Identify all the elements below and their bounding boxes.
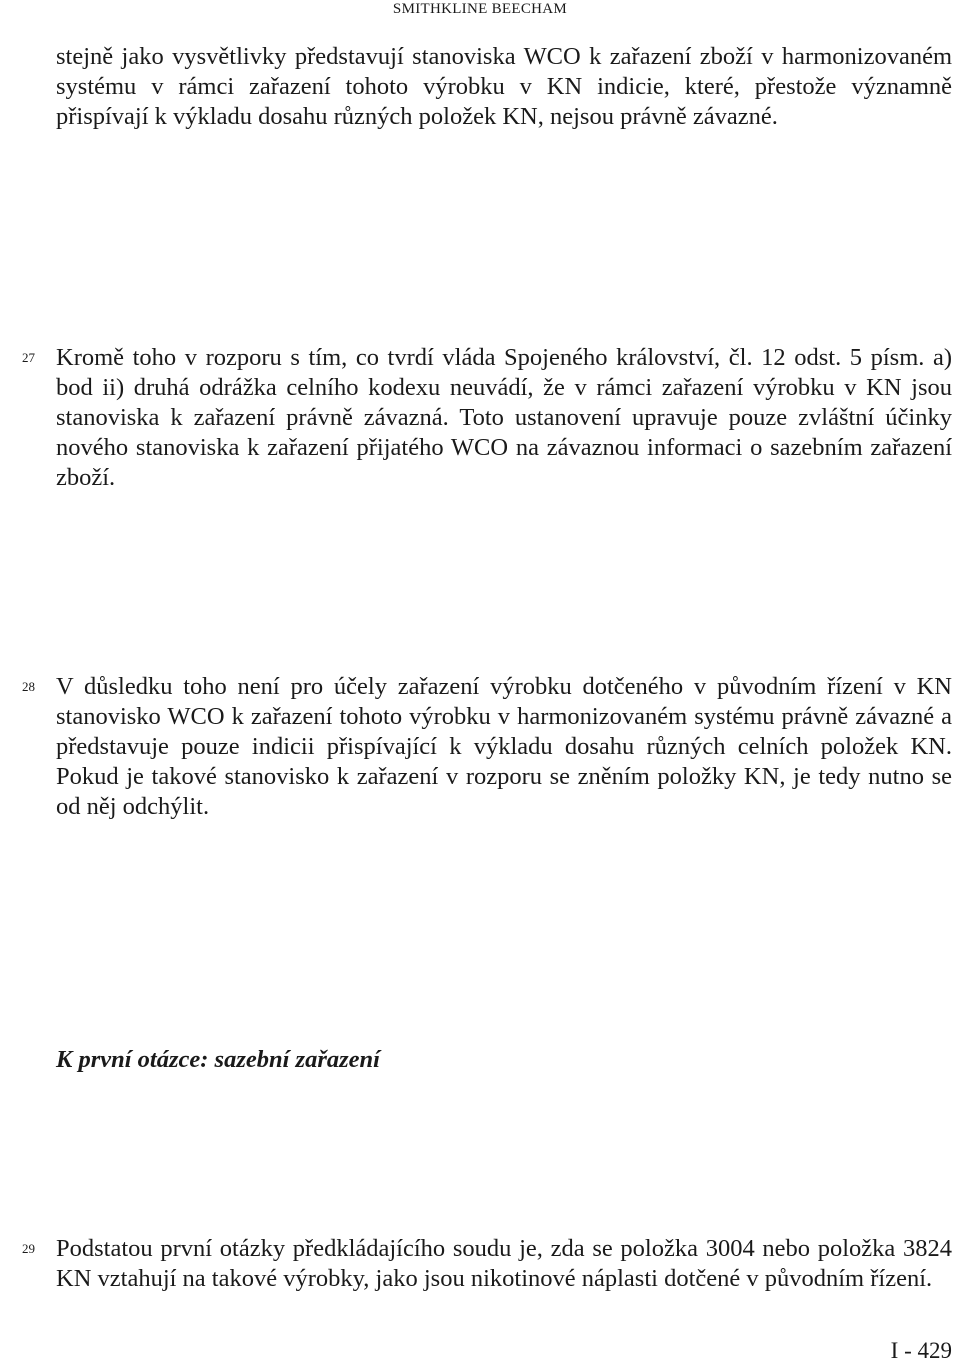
paragraph-number-29: 29 [22,1241,35,1256]
section-heading: K první otázce: sazební zařazení [56,1046,380,1073]
running-header: SMITHKLINE BEECHAM [392,1,568,17]
paragraph-number-27: 27 [22,350,35,365]
paragraph-27: Kromě toho v rozporu s tím, co tvrdí vláda Spojeného království, čl. 12 odst. 5 písm. a) bod ii) druhá odrážka celního kodexu neuvádí, že v rámci zařazení výrobku v KN jsou stanoviska k zařazení právně závazná. Toto ustanovení upravuje pouze zvláštní účinky nového stanoviska k zařazení přijatého WCO na závaznou informaci o sazebním zařazení zboží. [56,344,952,491]
paragraph-28: V důsledku toho není pro účely zařazení výrobku dotčeného v původním řízení v KN stanovisko WCO k zařazení tohoto výrobku v harmonizovaném systému právně závazné a představuje pouze indicii přispívající k výkladu dosahu různých celních položek KN. Pokud je takové stanovisko k zařazení v rozporu se zněním položky KN, je tedy nutno se od něj odchýlit. [56,673,952,820]
paragraph-29: Podstatou první otázky předkládajícího soudu je, zda se položka 3004 nebo položka 3824 KN vztahují na takové výrobky, jako jsou nikotinové náplasti dotčené v původním řízení. [56,1235,952,1292]
paragraph-number-28: 28 [22,679,35,694]
paragraph-continued: stejně jako vysvětlivky představují stanoviska WCO k zařazení zboží v harmonizovaném systému v rámci zařazení tohoto výrobku v KN indicie, které, přestože významně přispívají k výkladu dosahu různých položek KN, nejsou právně závazné. [56,43,952,130]
page-number: I - 429 [890,1338,952,1363]
